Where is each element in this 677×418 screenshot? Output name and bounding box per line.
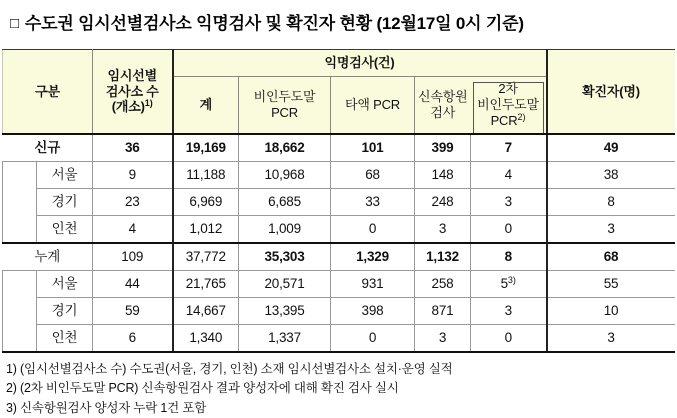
cell-total-tests: 1,012: [173, 216, 239, 244]
footnote-2: 2) (2차 비인두도말 PCR) 신속항원검사 결과 양성자에 대해 확진 검사 실시: [6, 381, 399, 396]
header-col-confirmed: 확진자(명): [547, 50, 675, 135]
cell-confirmed: 68: [547, 243, 675, 271]
header-col-total: 계: [173, 77, 239, 135]
cell-sites-count: 109: [93, 243, 173, 271]
header-group-anonymous-tests: 익명검사(건): [173, 50, 547, 77]
cell-rapid-antigen: 1,132: [415, 243, 471, 271]
cell-total-tests: 19,169: [173, 134, 239, 162]
row-new-seoul: [3, 162, 675, 189]
row-new-incheon: [3, 216, 675, 244]
cell-nps-pcr: 13,395: [239, 298, 331, 325]
cell-total-tests: 11,188: [173, 162, 239, 189]
header-col-nps-pcr: 비인두도말 PCR: [239, 77, 331, 135]
cell-nps-pcr: 35,303: [239, 243, 331, 271]
footnote-1: 1) (임시선별검사소 수) 수도권(서울, 경기, 인천) 소재 임시선별검사소 설치·운영 실적: [6, 362, 453, 376]
cell-sites-count: 6: [93, 325, 173, 353]
row-label: 인천: [37, 325, 93, 353]
header-col-rapid-antigen: 신속항원 검사: [415, 77, 471, 135]
cell-confirmed: 55: [547, 271, 675, 298]
footnote-ref-3: 3): [507, 274, 516, 285]
cell-second-pcr: 0: [471, 325, 547, 353]
cell-nps-pcr: 10,968: [239, 162, 331, 189]
cell-total-tests: 6,969: [173, 189, 239, 216]
cell-second-pcr: 3: [471, 189, 547, 216]
cell-saliva-pcr: 1,329: [331, 243, 415, 271]
cell-nps-pcr: 1,009: [239, 216, 331, 244]
footnote-3: 3) 신속항원검사 양성자 누락 1건 포함: [6, 400, 207, 415]
cell-sites-count: 59: [93, 298, 173, 325]
cell-saliva-pcr: 0: [331, 216, 415, 244]
cell-saliva-pcr: 398: [331, 298, 415, 325]
cell-sites-count: 44: [93, 271, 173, 298]
cell-confirmed: 10: [547, 298, 675, 325]
header-col-category: 구분: [3, 50, 93, 135]
title-date-note: (12월17일 0시 기준): [376, 14, 524, 33]
page-title: [0, 0, 677, 34]
row-label: 인천: [37, 216, 93, 244]
cell-rapid-antigen: 399: [415, 134, 471, 162]
title-text: 수도권 임시선별검사소 익명검사 및 확진자 현황: [24, 14, 372, 33]
cell-nps-pcr: 6,685: [239, 189, 331, 216]
row-label: 누계: [3, 243, 93, 271]
cell-second-pcr: 4: [471, 162, 547, 189]
cell-second-pcr: 0: [471, 216, 547, 244]
cell-second-pcr: 5$^{3)}$: [471, 271, 547, 298]
row-cumulative-incheon: [3, 325, 675, 353]
cell-rapid-antigen: 258: [415, 271, 471, 298]
cell-saliva-pcr: 0: [331, 325, 415, 353]
header-col-saliva-pcr: 타액 PCR: [331, 77, 415, 135]
cell-confirmed: 3: [547, 325, 675, 353]
row-new-gyeonggi: [3, 189, 675, 216]
cell-sites-count: 23: [93, 189, 173, 216]
cell-sites-count: 9: [93, 162, 173, 189]
cell-confirmed: 38: [547, 162, 675, 189]
cell-saliva-pcr: 68: [331, 162, 415, 189]
row-cumulative-total: [3, 243, 675, 271]
cell-saliva-pcr: 33: [331, 189, 415, 216]
header-col-second-pcr: 2차 비인두도말 PCR$^{2)}$: [471, 77, 547, 135]
cell-rapid-antigen: 3: [415, 216, 471, 244]
title-square-bullet-icon: □: [10, 15, 19, 32]
cell-total-tests: 1,340: [173, 325, 239, 353]
footnote-ref-2: 2): [517, 111, 526, 122]
cell-confirmed: 8: [547, 189, 675, 216]
header-col-sites: 임시선별 검사소 수 (개소)$^{1)}$: [93, 50, 173, 135]
cell-sites-count: 36: [93, 134, 173, 162]
cell-rapid-antigen: 871: [415, 298, 471, 325]
testing-status-table: [2, 49, 675, 353]
row-cumulative-seoul: [3, 271, 675, 298]
row-label: 경기: [37, 189, 93, 216]
cell-total-tests: 14,667: [173, 298, 239, 325]
cell-rapid-antigen: 248: [415, 189, 471, 216]
row-label: 경기: [37, 298, 93, 325]
cell-rapid-antigen: 3: [415, 325, 471, 353]
cell-confirmed: 3: [547, 216, 675, 244]
indent-spacer-cell: [3, 162, 37, 244]
row-label: 신규: [3, 134, 93, 162]
cell-saliva-pcr: 931: [331, 271, 415, 298]
cell-confirmed: 49: [547, 134, 675, 162]
cell-total-tests: 21,765: [173, 271, 239, 298]
cell-second-pcr: 3: [471, 298, 547, 325]
cell-second-pcr: 7: [471, 134, 547, 162]
cell-sites-count: 4: [93, 216, 173, 244]
cell-nps-pcr: 20,571: [239, 271, 331, 298]
cell-nps-pcr: 1,337: [239, 325, 331, 353]
row-label: 서울: [37, 162, 93, 189]
indent-spacer-cell: [3, 271, 37, 353]
cell-saliva-pcr: 101: [331, 134, 415, 162]
cell-total-tests: 37,772: [173, 243, 239, 271]
header-row-group: [3, 50, 675, 77]
cell-second-pcr: 8: [471, 243, 547, 271]
footnote-ref-1: 1): [144, 98, 153, 109]
cell-rapid-antigen: 148: [415, 162, 471, 189]
row-cumulative-gyeonggi: [3, 298, 675, 325]
cell-nps-pcr: 18,662: [239, 134, 331, 162]
row-label: 서울: [37, 271, 93, 298]
footnotes: [6, 360, 677, 418]
row-new-total: [3, 134, 675, 162]
